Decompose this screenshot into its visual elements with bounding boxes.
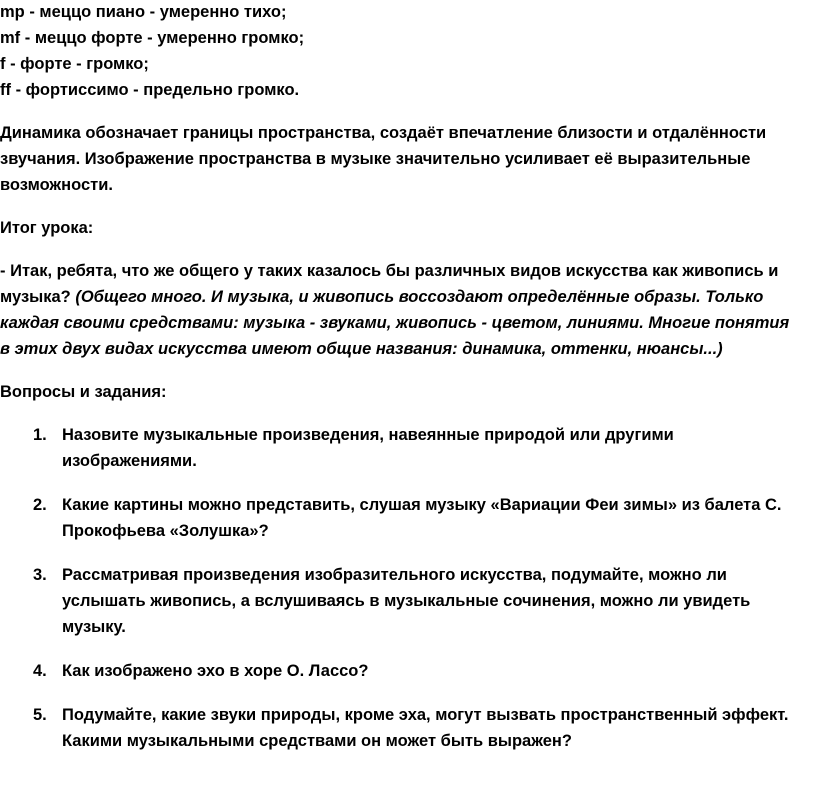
- spacer: [0, 241, 812, 258]
- question-item: [0, 562, 812, 640]
- question-text-line: Прокофьева «Золушка»?: [62, 522, 269, 540]
- question-number: 1.: [33, 426, 47, 444]
- question-item: [0, 422, 812, 474]
- summary-paragraph: [0, 258, 812, 362]
- question-number: 4.: [33, 662, 47, 680]
- summary-answer: (Общего много. И музыка, и живопись воссоздают определённые образы. Только: [75, 288, 764, 306]
- paragraph-line: звучания. Изображение пространства в музыке значительно усиливает её выразительные: [0, 150, 751, 168]
- spacer: [0, 405, 812, 422]
- dynamics-item-mf: mf - меццо форте - умеренно громко;: [0, 29, 305, 47]
- dynamics-paragraph: [0, 120, 812, 198]
- question-text-line: услышать живопись, а вслушиваясь в музыкальные сочинения, можно ли увидеть: [62, 592, 751, 610]
- summary-answer-line: в этих двух видах искусства имеют общие названия: динамика, оттенки, нюансы...): [0, 340, 723, 358]
- question-item: [0, 492, 812, 544]
- summary-question-line: - Итак, ребята, что же общего у таких казалось бы различных видов искусства как живопись и: [0, 262, 779, 280]
- question-text-line: Какие картины можно представить, слушая музыку «Вариации Феи зимы» из балета С.: [62, 496, 782, 514]
- summary-heading: Итог урока:: [0, 219, 94, 237]
- dynamics-item-f: f - форте - громко;: [0, 55, 149, 73]
- question-text-line: Рассматривая произведения изобразительного искусства, подумайте, можно ли: [62, 566, 727, 584]
- question-item: [0, 658, 812, 684]
- question-text-line: Назовите музыкальные произведения, навеянные природой или другими: [62, 426, 674, 444]
- summary-answer-line: каждая своими средствами: музыка - звуками, живопись - цветом, линиями. Многие понятия: [0, 314, 790, 332]
- dynamics-item-mp: mp - меццо пиано - умеренно тихо;: [0, 3, 287, 21]
- question-text-line: музыку.: [62, 618, 126, 636]
- question-text-line: Как изображено эхо в хоре О. Лассо?: [62, 662, 369, 680]
- dynamics-item-ff: ff - фортиссимо - предельно громко.: [0, 81, 300, 99]
- summary-question-end: музыка?: [0, 288, 76, 306]
- summary-mixed-line: [0, 284, 812, 310]
- question-text-line: изображениями.: [62, 452, 197, 470]
- question-text-line: Какими музыкальными средствами он может быть выражен?: [62, 732, 572, 750]
- questions-list: [0, 422, 812, 754]
- questions-heading: Вопросы и задания:: [0, 383, 167, 401]
- question-number: 2.: [33, 496, 47, 514]
- spacer: [0, 103, 812, 120]
- question-text-line: Подумайте, какие звуки природы, кроме эха, могут вызвать пространственный эффект.: [62, 706, 789, 724]
- question-item: [0, 702, 812, 754]
- spacer: [0, 362, 812, 379]
- spacer: [0, 198, 812, 215]
- question-number: 3.: [33, 566, 47, 584]
- paragraph-line: возможности.: [0, 176, 113, 194]
- question-number: 5.: [33, 706, 47, 724]
- paragraph-line: Динамика обозначает границы пространства, создаёт впечатление близости и отдалённости: [0, 124, 767, 142]
- dynamics-list: [0, 0, 812, 103]
